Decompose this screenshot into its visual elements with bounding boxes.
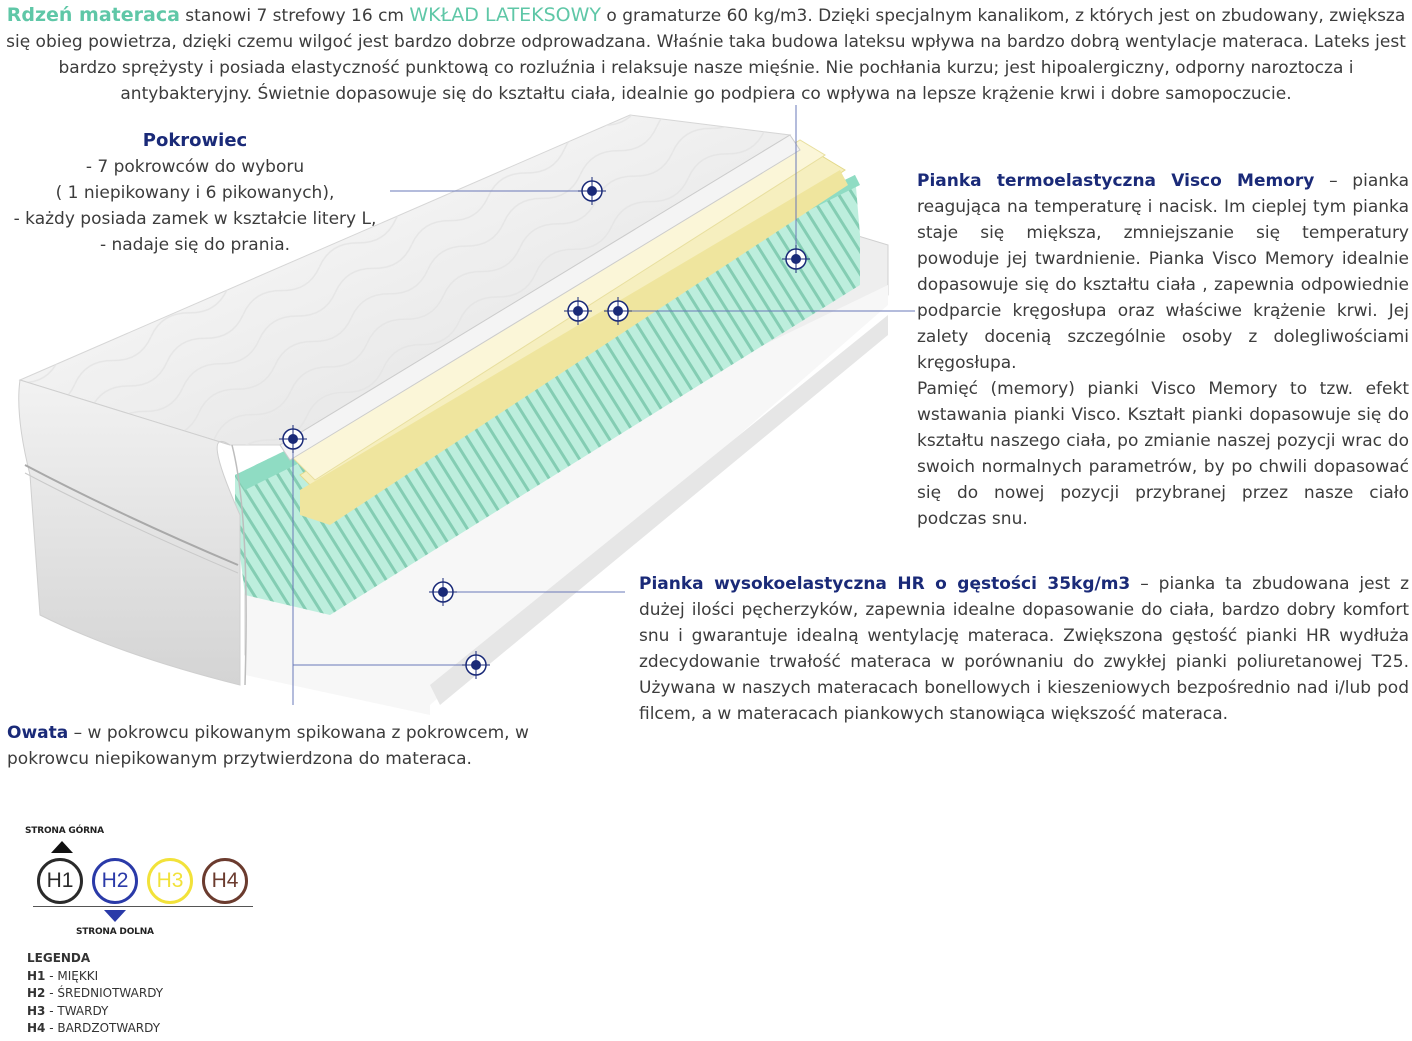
- owata-title: Owata: [7, 723, 69, 743]
- visco-paragraph-2: Pamięć (memory) pianki Visco Memory to tzw. efekt wstawania pianki Visco. Kształt pianki dopasowuje się do kształtu naszego ciała, po zmianie naszej pozycji wrac do swoich normalnych parametrów, by po chwili dopasować się do nowej pozycji przybranej przez nasze ciało podczas snu.: [917, 379, 1409, 529]
- firmness-h1: H1: [37, 858, 83, 904]
- hr-text: – pianka ta zbudowana jest z dużej ilości pęcherzyków, zapewnia idealne dopasowanie do ciała, bardzo dobry komfort snu i gwarantuje idealną wentylację materaca. Zwiększona gęstość pianki HR wydłuża zdecydowanie trwałość materaca w porównaniu do zwykłej pianki poliuretanowej T25. Używana w naszych materacach bonellowych i kieszeniowych bezpośrednio nad i/lub pod filcem, a w materacach piankowych stanowiąca większość materaca.: [639, 574, 1409, 724]
- legend: [27, 950, 163, 1038]
- up-arrow-icon: [50, 840, 74, 854]
- legend-item: H4 - BARDZOTWARDY: [27, 1021, 161, 1035]
- pokrowiec-title: Pokrowiec: [142, 130, 248, 151]
- legend-item: H1 - MIĘKKI: [27, 968, 99, 983]
- intro-highlight-latex: WKŁAD LATEKSOWY: [409, 4, 601, 26]
- owata-block: [7, 720, 537, 772]
- legend-title: LEGENDA: [27, 951, 91, 965]
- intro-text-1: stanowi 7 strefowy 16 cm: [179, 6, 410, 26]
- hr-title: Pianka wysokoelastyczna HR o gęstości 35kg/m3: [639, 574, 1131, 594]
- visco-block: [917, 168, 1409, 532]
- firmness-h4: H4: [202, 858, 248, 904]
- pokrowiec-line: - każdy posiada zamek w kształcie litery L,: [13, 209, 377, 229]
- pokrowiec-line: - 7 pokrowców do wyboru: [85, 157, 305, 177]
- visco-paragraph: [917, 168, 1409, 376]
- bottom-side-label: STRONA DOLNA: [76, 927, 154, 937]
- pokrowiec-line: ( 1 niepikowany i 6 pikowanych),: [55, 183, 335, 203]
- firmness-h2: H2: [92, 858, 138, 904]
- pokrowiec-block: [0, 128, 390, 258]
- legend-item: H2 - ŚREDNIOTWARDY: [27, 986, 164, 1000]
- firmness-divider: [33, 906, 253, 907]
- top-side-label: STRONA GÓRNA: [25, 826, 104, 836]
- intro-text-2: o gramaturze 60 kg/m3. Dzięki specjalnym kanalikom, z których jest on zbudowany, zwiększa się obieg powietrza, dzięki czemu wilgoć jest bardzo dobrze odprowadzana. Właśnie taka budowa lateksu wpływa na bardzo dobrą wentylacje materaca. Lateks jest bardzo sprężysty i posiada elastyczność punktową co rozluźnia i relaksuje nasze mięśnie. Nie pochłania kurzu; jest hipoalergiczny, odporny naroztocza i antybakteryjny. Świetnie dopasowuje się do kształtu ciała, idealnie go podpiera co wpływa na lepsze krążenie krwi i dobre samopoczucie.: [6, 6, 1406, 104]
- firmness-circles: [37, 858, 248, 904]
- visco-title: Pianka termoelastyczna Visco Memory: [917, 171, 1315, 191]
- intro-highlight-core: Rdzeń materaca: [6, 4, 180, 26]
- owata-text: – w pokrowcu pikowanym spikowana z pokrowcem, w pokrowcu niepikowanym przytwierdzona do materaca.: [7, 723, 529, 769]
- hr-block: [639, 571, 1409, 727]
- legend-item: H3 - TWARDY: [27, 1003, 109, 1018]
- visco-text: – pianka reagująca na temperaturę i nacisk. Im cieplej tym pianka staje się miększa, zmniejszanie się temperatury powoduje jej twardnienie. Pianka Visco Memory idealnie dopasowuje się do kształtu ciała , zapewnia odpowiednie podparcie kręgosłupa oraz właściwe krążenie krwi. Jej zalety docenią szczególnie osoby z dolegliwościami kręgosłupa.: [917, 171, 1409, 373]
- intro-paragraph: [0, 2, 1412, 107]
- firmness-h3: H3: [147, 858, 193, 904]
- pokrowiec-line: - nadaje się do prania.: [99, 235, 291, 255]
- down-arrow-icon: [103, 909, 127, 923]
